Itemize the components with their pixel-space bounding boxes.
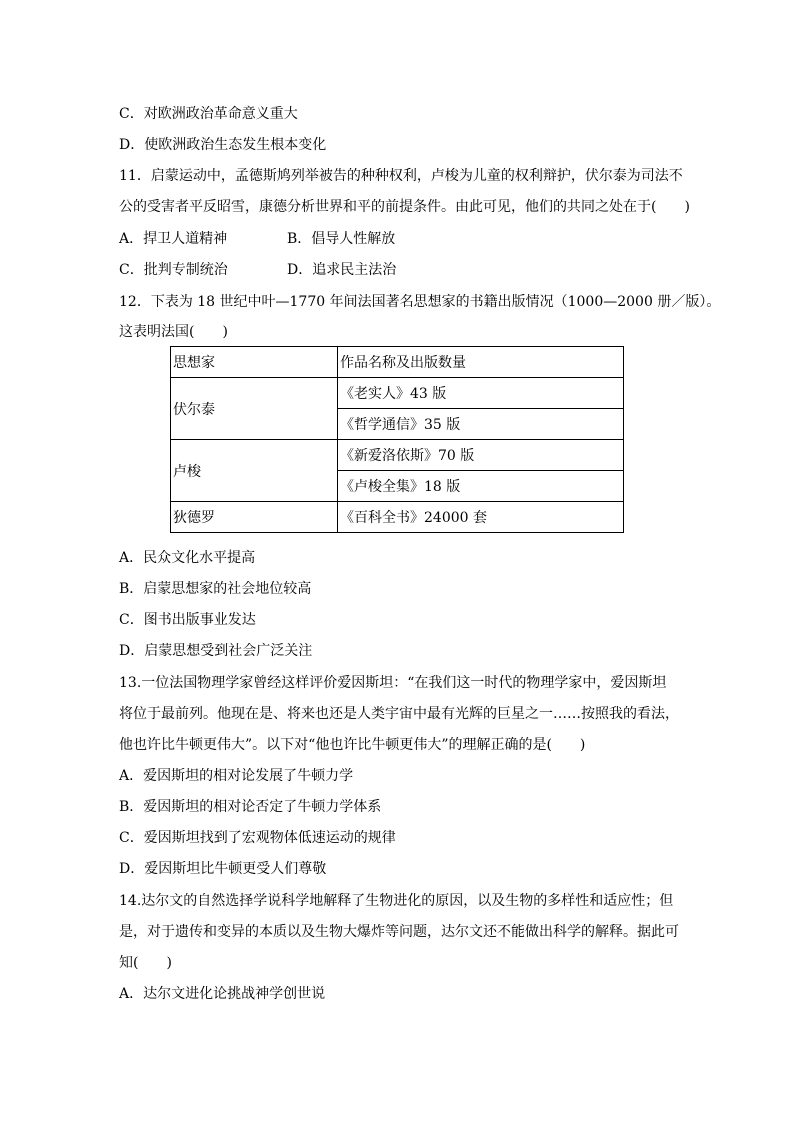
q11-option-b: B．倡导人性解放 — [287, 231, 396, 247]
header-works: 作品名称及出版数量 — [338, 347, 624, 378]
q10-option-d: D．使欧洲政治生态发生根本变化 — [119, 137, 327, 153]
thinker-cell: 卢梭 — [171, 440, 338, 502]
works-cell: 《哲学通信》35 版 — [338, 409, 624, 440]
q11-stem-line1: 11．启蒙运动中，孟德斯鸠列举被告的种种权利，卢梭为儿童的权利辩护，伏尔泰为司法不 — [119, 168, 683, 184]
thinker-cell: 狄德罗 — [171, 502, 338, 533]
works-cell: 《新爱洛依斯》70 版 — [338, 440, 624, 471]
q10-option-c: C．对欧洲政治革命意义重大 — [119, 106, 298, 122]
q14-option-a: A．达尔文进化论挑战神学创世说 — [119, 986, 326, 1002]
table-row — [171, 502, 624, 533]
q12-stem-line2: 这表明法国( ) — [119, 324, 228, 340]
q11-option-c: C．批判专制统治 — [119, 262, 228, 278]
q13-option-c: C．爱因斯坦找到了宏观物体低速运动的规律 — [119, 830, 396, 846]
header-thinker: 思想家 — [171, 347, 338, 378]
q13-stem-line3: 他也许比牛顿更伟大”。以下对“他也许比牛顿更伟大”的理解正确的是( ) — [119, 737, 586, 753]
table-row — [171, 440, 624, 471]
q13-option-b: B．爱因斯坦的相对论否定了牛顿力学体系 — [119, 799, 382, 815]
q13-option-d: D．爱因斯坦比牛顿更受人们尊敬 — [119, 861, 327, 877]
q13-stem-line2: 将位于最前列。他现在是、将来也还是人类宇宙中最有光辉的巨星之一……按照我的看法， — [119, 706, 679, 722]
works-cell: 《百科全书》24000 套 — [338, 502, 624, 533]
works-cell: 《卢梭全集》18 版 — [338, 471, 624, 502]
q14-stem-line1: 14.达尔文的自然选择学说科学地解释了生物进化的原因，以及生物的多样性和适应性；但 — [119, 893, 674, 909]
q13-stem-line1: 13.一位法国物理学家曾经这样评价爱因斯坦：“在我们这一时代的物理学家中，爱因斯坦 — [119, 675, 667, 691]
thinker-cell: 伏尔泰 — [171, 378, 338, 440]
q11-option-d: D．追求民主法治 — [287, 262, 397, 278]
q11-option-a: A．捍卫人道精神 — [119, 231, 228, 247]
q12-option-d: D．启蒙思想受到社会广泛关注 — [119, 643, 313, 659]
q13-option-a: A．爱因斯坦的相对论发展了牛顿力学 — [119, 768, 354, 784]
q11-stem-line2: 公的受害者平反昭雪，康德分析世界和平的前提条件。由此可见，他们的共同之处在于( ) — [119, 199, 690, 215]
q12-stem-line1: 12．下表为 18 世纪中叶—1770 年间法国著名思想家的书籍出版情况（1000—2000 册／版）。 — [119, 294, 721, 310]
q14-stem-line2: 是，对于遗传和变异的本质以及生物大爆炸等问题，达尔文还不能做出科学的解释。据此可 — [119, 924, 679, 940]
q14-stem-line3: 知( ) — [119, 955, 172, 971]
q12-option-c: C．图书出版事业发达 — [119, 612, 256, 628]
q12-option-b: B．启蒙思想家的社会地位较高 — [119, 581, 312, 597]
works-cell: 《老实人》43 版 — [338, 378, 624, 409]
q12-option-a: A．民众文化水平提高 — [119, 550, 256, 566]
table-row — [171, 378, 624, 409]
publication-table — [170, 346, 624, 533]
table-header-row — [171, 347, 624, 378]
